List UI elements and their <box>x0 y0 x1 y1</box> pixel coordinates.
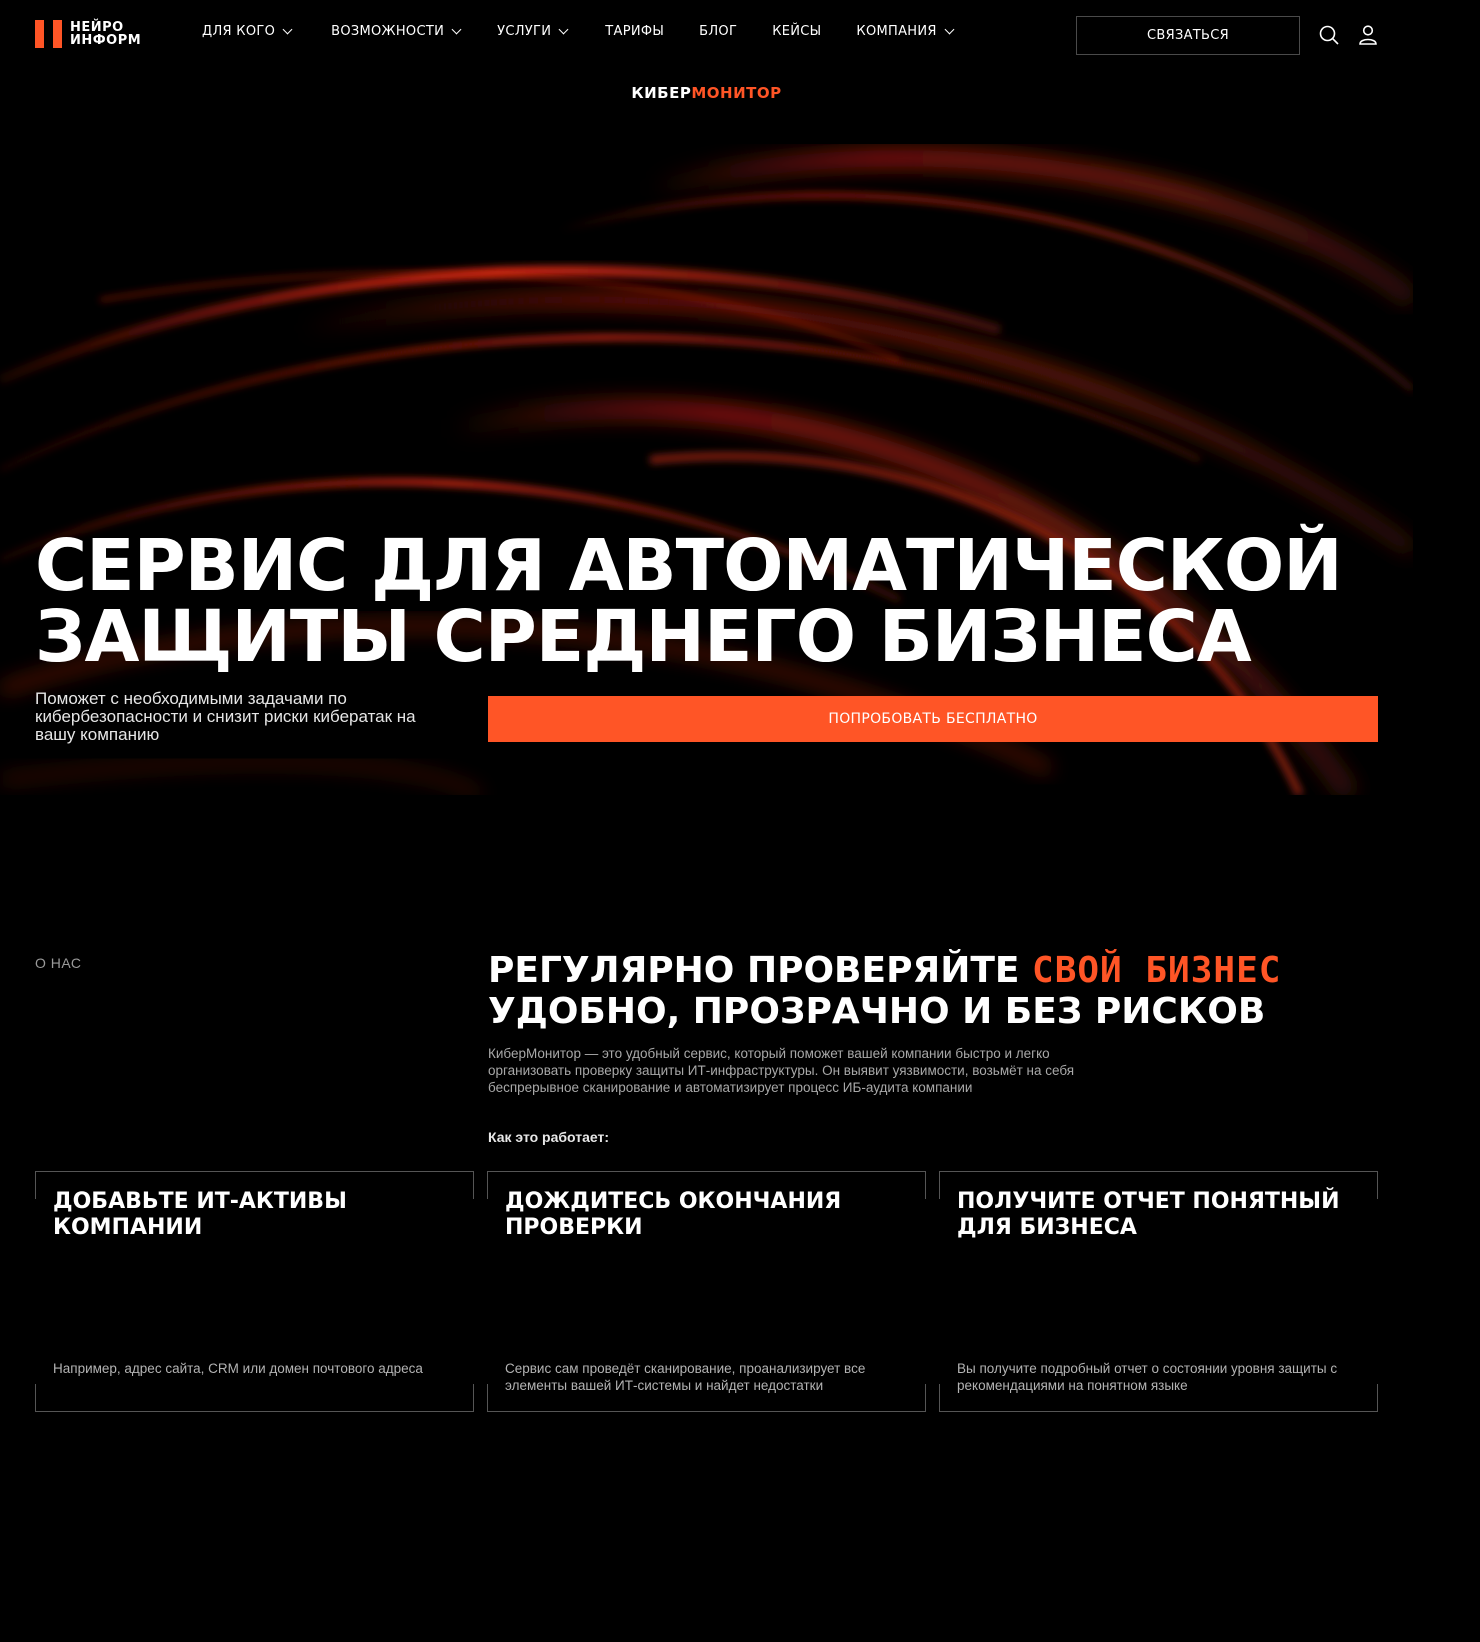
user-icon[interactable] <box>1357 24 1379 46</box>
nav-item-label: ДЛЯ КОГО <box>202 24 276 39</box>
main-nav <box>202 24 953 39</box>
step-title: ПОЛУЧИТЕ ОТЧЕТ ПОНЯТНЫЙ ДЛЯ БИЗНЕСА <box>957 1189 1340 1240</box>
brand-logo[interactable] <box>35 20 141 48</box>
step-description: Вы получите подробный отчет о состоянии уровня защиты с рекомендациями на понятном языке <box>957 1361 1338 1393</box>
product-name-part: КИБЕР <box>631 84 692 102</box>
brand-line-1: НЕЙРО <box>70 20 124 35</box>
about-title-line-2: УДОБНО, ПРОЗРАЧНО И БЕЗ РИСКОВ <box>488 991 1266 1032</box>
nav-item-label: ТАРИФЫ <box>605 24 665 39</box>
nav-item-label: КЕЙСЫ <box>772 24 822 39</box>
brand-name <box>70 21 141 47</box>
chevron-down-icon <box>559 25 569 35</box>
step-description: Например, адрес сайта, CRM или домен почтового адреса <box>53 1361 423 1376</box>
nav-item-company[interactable] <box>856 24 952 39</box>
hero-title-line-2: ЗАЩИТЫ СРЕДНЕГО БИЗНЕСА <box>35 595 1251 678</box>
try-free-button[interactable]: ПОПРОБОВАТЬ БЕСПЛАТНО <box>488 696 1378 742</box>
site-header <box>0 0 1413 70</box>
how-it-works-label: Как это работает: <box>488 1129 610 1145</box>
hero-title <box>35 524 1342 678</box>
step-card <box>35 1171 474 1412</box>
nav-item-label: УСЛУГИ <box>497 24 552 39</box>
hero-subtitle: Поможет с необходимыми задачами по кибербезопасности и снизит риски кибератак на вашу компанию <box>35 689 416 744</box>
nav-item-services[interactable] <box>497 24 567 39</box>
nav-item-for-whom[interactable] <box>202 24 291 39</box>
nav-item-features[interactable] <box>331 24 460 39</box>
step-description: Сервис сам проведёт сканирование, проанализирует все элементы вашей ИТ-системы и найдет недостатки <box>505 1361 866 1393</box>
step-title: ДОБАВЬТЕ ИТ-АКТИВЫ КОМПАНИИ <box>53 1189 347 1240</box>
step-card <box>939 1171 1378 1412</box>
about-title-part: РЕГУЛЯРНО ПРОВЕРЯЙТЕ <box>488 950 1033 991</box>
about-title-accent: СВОЙ БИЗНЕС <box>1032 950 1282 991</box>
nav-item-label: КОМПАНИЯ <box>856 24 937 39</box>
nav-item-pricing[interactable] <box>605 24 664 39</box>
about-description: КиберМонитор — это удобный сервис, который поможет вашей компании быстро и легко организовать проверку защиты ИТ-инфраструктуры. Он выявит уязвимости, возьмёт на себя беспрерывное сканирование и автоматизирует процесс ИБ-аудита компании <box>488 1046 1075 1095</box>
brand-line-2: ИНФОРМ <box>70 33 142 48</box>
nav-item-cases[interactable] <box>772 24 821 39</box>
nav-item-label: ВОЗМОЖНОСТИ <box>331 24 445 39</box>
chevron-down-icon <box>283 25 293 35</box>
chevron-down-icon <box>944 25 954 35</box>
about-title <box>488 950 1281 1032</box>
section-label-about: О НАС <box>35 955 82 971</box>
step-card <box>487 1171 926 1412</box>
nav-item-label: БЛОГ <box>699 24 738 39</box>
nav-item-blog[interactable] <box>699 24 737 39</box>
chevron-down-icon <box>452 25 462 35</box>
product-wordmark <box>0 84 1413 102</box>
search-icon[interactable] <box>1318 24 1340 46</box>
hero-title-line-1: СЕРВИС ДЛЯ АВТОМАТИЧЕСКОЙ <box>35 524 1342 607</box>
contact-button[interactable]: СВЯЗАТЬСЯ <box>1076 16 1300 55</box>
product-name-accent: МОНИТОР <box>691 84 782 102</box>
logo-mark-icon <box>35 20 62 48</box>
step-title: ДОЖДИТЕСЬ ОКОНЧАНИЯ ПРОВЕРКИ <box>505 1189 842 1240</box>
